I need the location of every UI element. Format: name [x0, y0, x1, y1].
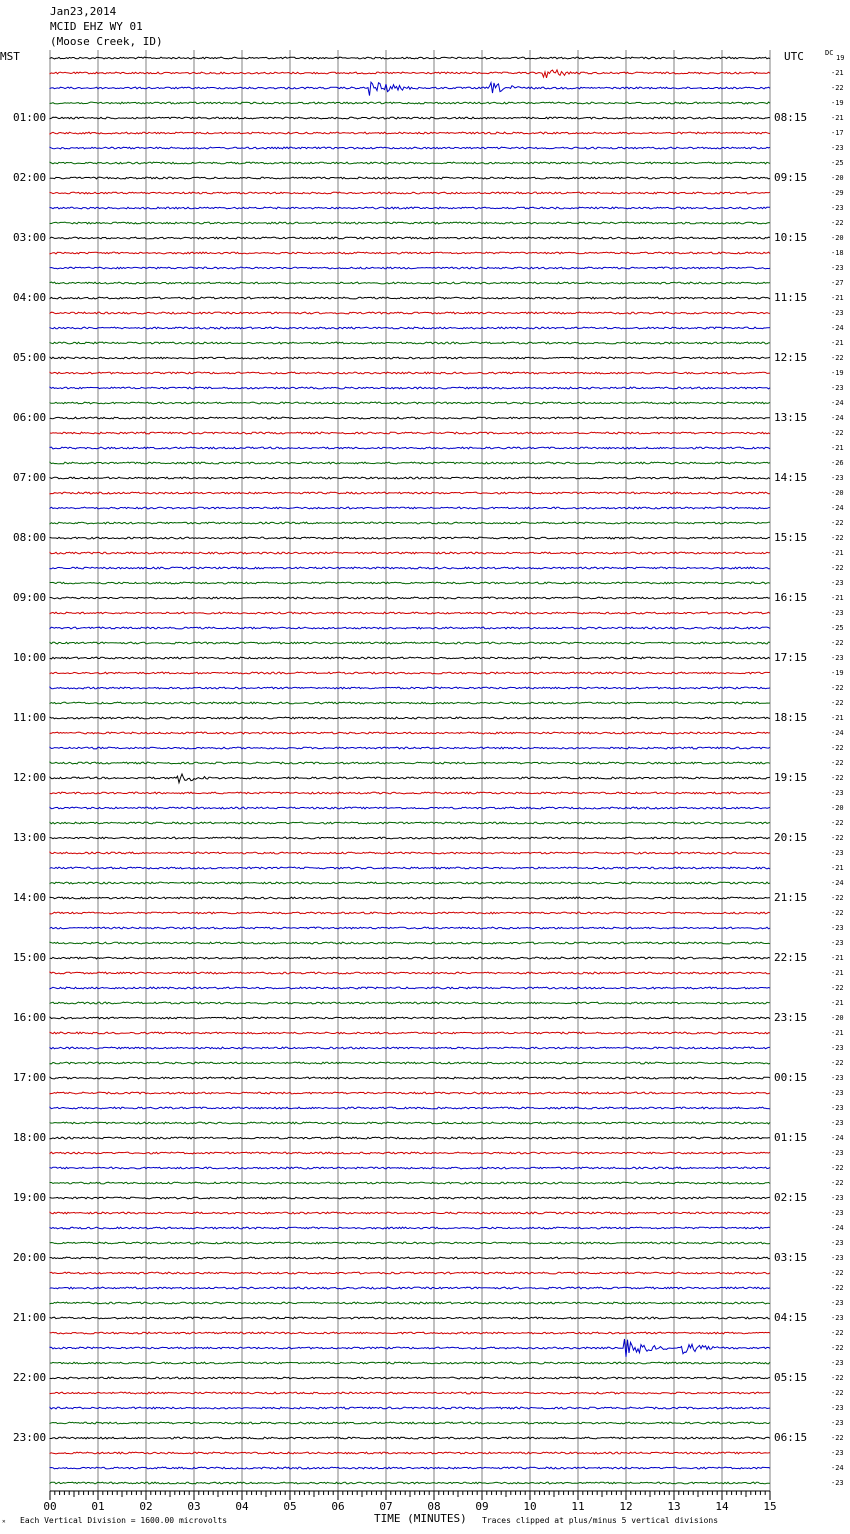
dc-offset-label: -23: [831, 789, 844, 797]
dc-offset-label: -22: [831, 1059, 844, 1067]
x-tick-label: 02: [139, 1500, 153, 1513]
mst-hour-label: 15:00: [13, 951, 47, 964]
mst-hour-label: 19:00: [13, 1191, 47, 1204]
utc-hour-label: 02:15: [774, 1191, 808, 1204]
dc-offset-label: -23: [831, 1404, 844, 1412]
seismic-trace-green: [50, 1122, 770, 1124]
mst-hour-label: 14:00: [13, 891, 47, 904]
x-tick-label: 14: [715, 1500, 729, 1513]
seismic-trace-blue: [50, 1227, 770, 1229]
dc-offset-label: -23: [831, 1254, 844, 1262]
seismic-trace-black: [50, 297, 770, 299]
dc-offset-label: -19: [831, 99, 844, 107]
seismic-trace-black: [50, 897, 770, 899]
mst-hour-label: 08:00: [13, 531, 47, 544]
seismic-trace-green: [50, 642, 770, 644]
dc-offset-label: -22: [831, 1164, 844, 1172]
dc-offset-label: -22: [831, 744, 844, 752]
dc-offset-label: -17: [831, 129, 844, 137]
dc-offset-label: -23: [831, 849, 844, 857]
x-tick-label: 08: [427, 1500, 441, 1513]
dc-offset-label: -22: [831, 639, 844, 647]
corner-mark: ✕: [2, 1518, 6, 1525]
seismic-trace-red: [50, 792, 770, 794]
seismic-trace-red: [50, 972, 770, 974]
footer-scale-note: Each Vertical Division = 1600.00 microvolts: [20, 1516, 228, 1525]
dc-offset-label: -23: [831, 264, 844, 272]
seismic-trace-red: [50, 912, 770, 914]
seismic-trace-blue: [50, 867, 770, 869]
dc-offset-label: -23: [831, 1299, 844, 1307]
dc-offset-label: -23: [831, 1209, 844, 1217]
seismic-trace-blue: [50, 1467, 770, 1469]
dc-offset-label: -23: [831, 309, 844, 317]
mst-hour-label: 12:00: [13, 771, 47, 784]
utc-hour-label: 09:15: [774, 171, 808, 184]
dc-offset-label: -21: [831, 714, 844, 722]
dc-offset-label: -23: [831, 144, 844, 152]
seismic-trace-blue: [50, 447, 770, 449]
mst-hour-label: 02:00: [13, 171, 47, 184]
mst-hour-label: 05:00: [13, 351, 47, 364]
dc-offset-label: -23: [831, 1239, 844, 1247]
dc-offset-label: -21: [831, 294, 844, 302]
seismic-trace-red: [50, 1272, 770, 1274]
seismic-trace-red: [50, 1392, 770, 1394]
dc-offset-label: -27: [831, 279, 844, 287]
dc-offset-label: -19: [831, 669, 844, 677]
utc-hour-label: 06:15: [774, 1431, 808, 1444]
seismic-trace-green: [50, 282, 770, 284]
seismic-trace-green: [50, 522, 770, 524]
seismic-trace-black: [50, 477, 770, 479]
seismic-trace-green: [50, 702, 770, 704]
dc-offset-label: -23: [831, 1074, 844, 1082]
x-tick-label: 04: [235, 1500, 249, 1513]
utc-hour-label: 13:15: [774, 411, 808, 424]
dc-offset-label: -21: [831, 114, 844, 122]
seismic-trace-black: [50, 417, 770, 419]
footer-clip-note: Traces clipped at plus/minus 5 vertical divisions: [482, 1516, 719, 1525]
utc-hour-label: 18:15: [774, 711, 808, 724]
seismic-trace-blue: [50, 927, 770, 929]
x-tick-label: 10: [523, 1500, 537, 1513]
mst-hour-label: 01:00: [13, 111, 47, 124]
seismic-trace-blue: [50, 1339, 770, 1357]
utc-hour-label: 14:15: [774, 471, 808, 484]
seismic-trace-green: [50, 1302, 770, 1304]
utc-hour-label: 10:15: [774, 231, 808, 244]
dc-offset-label: -22: [831, 354, 844, 362]
seismic-trace-blue: [50, 747, 770, 749]
dc-offset-label: -24: [831, 504, 844, 512]
dc-offset-label: -24: [831, 414, 844, 422]
dc-offset-label: -20: [831, 1014, 844, 1022]
seismic-trace-blue: [50, 507, 770, 509]
seismic-trace-blue: [50, 147, 770, 149]
seismic-trace-blue: [50, 207, 770, 209]
mst-hour-label: 09:00: [13, 591, 47, 604]
dc-offset-label: -21: [831, 969, 844, 977]
utc-hour-label: 01:15: [774, 1131, 808, 1144]
dc-offset-label: -24: [831, 1464, 844, 1472]
seismic-trace-red: [50, 132, 770, 134]
seismic-trace-blue: [50, 267, 770, 269]
seismic-trace-black: [50, 1197, 770, 1199]
seismic-trace-black: [50, 957, 770, 959]
dc-offset-label: -21: [831, 954, 844, 962]
dc-offset-label: -24: [831, 1134, 844, 1142]
dc-offset-label: -23: [831, 1194, 844, 1202]
seismic-trace-green: [50, 402, 770, 404]
seismic-trace-red: [50, 432, 770, 434]
dc-offset-label: -22: [831, 699, 844, 707]
dc-offset-label: -25: [831, 159, 844, 167]
dc-offset-label: -24: [831, 729, 844, 737]
dc-offset-label: 19: [836, 54, 845, 62]
seismic-trace-green: [50, 1062, 770, 1064]
dc-offset-label: -24: [831, 1224, 844, 1232]
seismic-trace-black: [50, 717, 770, 719]
dc-offset-label: -22: [831, 429, 844, 437]
seismic-trace-blue: [50, 1047, 770, 1049]
dc-offset-label: -22: [831, 894, 844, 902]
station-code: MCID EHZ WY 01: [50, 20, 143, 33]
mst-hour-label: 04:00: [13, 291, 47, 304]
x-tick-label: 07: [379, 1500, 393, 1513]
dc-offset-label: -22: [831, 684, 844, 692]
x-tick-label: 15: [763, 1500, 777, 1513]
seismic-trace-blue: [50, 327, 770, 329]
dc-offset-label: -23: [831, 1449, 844, 1457]
dc-offset-label: -22: [831, 1329, 844, 1337]
dc-offset-label: -23: [831, 579, 844, 587]
seismic-trace-black: [50, 357, 770, 359]
seismic-trace-green: [50, 1242, 770, 1244]
seismic-trace-red: [50, 852, 770, 854]
x-tick-label: 11: [571, 1500, 585, 1513]
dc-offset-label: -21: [831, 594, 844, 602]
seismic-trace-green: [50, 342, 770, 344]
dc-offset-label: -24: [831, 399, 844, 407]
dc-column-title: DC: [825, 49, 834, 57]
seismic-trace-red: [50, 1032, 770, 1034]
utc-hour-label: 11:15: [774, 291, 808, 304]
seismic-trace-green: [50, 162, 770, 164]
seismic-trace-red: [50, 492, 770, 494]
seismic-trace-green: [50, 822, 770, 824]
seismic-trace-blue: [50, 1107, 770, 1109]
utc-hour-label: 17:15: [774, 651, 808, 664]
dc-offset-label: -22: [831, 834, 844, 842]
dc-offset-label: -21: [831, 864, 844, 872]
seismic-trace-green: [50, 1002, 770, 1004]
dc-offset-label: -22: [831, 1374, 844, 1382]
seismic-trace-black: [50, 597, 770, 599]
dc-offset-label: -21: [831, 999, 844, 1007]
seismic-trace-red: [50, 552, 770, 554]
seismic-trace-black: [50, 774, 770, 783]
dc-offset-label: -22: [831, 519, 844, 527]
dc-offset-label: -25: [831, 624, 844, 632]
mst-hour-label: 11:00: [13, 711, 47, 724]
dc-offset-label: -22: [831, 984, 844, 992]
seismic-trace-black: [50, 1437, 770, 1439]
seismic-trace-black: [50, 237, 770, 239]
dc-offset-label: -23: [831, 1419, 844, 1427]
seismic-trace-green: [50, 462, 770, 464]
dc-offset-label: -23: [831, 1044, 844, 1052]
dc-offset-label: -21: [831, 1029, 844, 1037]
mst-hour-label: 10:00: [13, 651, 47, 664]
mst-hour-label: 18:00: [13, 1131, 47, 1144]
seismic-trace-red: [50, 1152, 770, 1154]
dc-offset-label: -23: [831, 1314, 844, 1322]
dc-offset-label: -20: [831, 234, 844, 242]
x-tick-label: 03: [187, 1500, 201, 1513]
seismic-trace-green: [50, 222, 770, 224]
utc-hour-label: 08:15: [774, 111, 808, 124]
dc-offset-label: -22: [831, 774, 844, 782]
dc-offset-label: -23: [831, 939, 844, 947]
x-tick-label: 05: [283, 1500, 297, 1513]
dc-offset-label: -23: [831, 474, 844, 482]
utc-hour-label: 12:15: [774, 351, 808, 364]
utc-hour-label: 05:15: [774, 1371, 808, 1384]
dc-offset-label: -23: [831, 924, 844, 932]
seismic-trace-black: [50, 1137, 770, 1139]
seismic-trace-green: [50, 1482, 770, 1484]
seismic-trace-blue: [50, 1407, 770, 1409]
mst-hour-label: 23:00: [13, 1431, 47, 1444]
seismic-trace-black: [50, 177, 770, 179]
mst-hour-label: 21:00: [13, 1311, 47, 1324]
seismic-trace-blue: [50, 1167, 770, 1169]
seismic-trace-blue: [50, 987, 770, 989]
x-tick-label: 06: [331, 1500, 345, 1513]
dc-offset-label: -21: [831, 69, 844, 77]
seismic-trace-red: [50, 1092, 770, 1094]
dc-offset-label: -22: [831, 1179, 844, 1187]
dc-offset-label: -22: [831, 1284, 844, 1292]
station-location: (Moose Creek, ID): [50, 35, 163, 48]
utc-hour-label: 19:15: [774, 771, 808, 784]
dc-offset-label: -20: [831, 489, 844, 497]
seismic-trace-black: [50, 117, 770, 119]
dc-offset-label: -23: [831, 1089, 844, 1097]
mst-hour-label: 22:00: [13, 1371, 47, 1384]
mst-hour-label: 17:00: [13, 1071, 47, 1084]
seismic-trace-green: [50, 102, 770, 104]
dc-offset-label: -22: [831, 1344, 844, 1352]
utc-hour-label: 21:15: [774, 891, 808, 904]
dc-offset-label: -21: [831, 549, 844, 557]
seismic-trace-red: [50, 672, 770, 674]
mst-axis-title: MST: [0, 50, 20, 63]
dc-offset-label: -22: [831, 1269, 844, 1277]
dc-offset-label: -23: [831, 1104, 844, 1112]
seismic-trace-black: [50, 57, 770, 59]
seismic-trace-blue: [50, 567, 770, 569]
seismic-trace-green: [50, 1182, 770, 1184]
seismic-trace-green: [50, 582, 770, 584]
utc-hour-label: 22:15: [774, 951, 808, 964]
dc-offset-label: -22: [831, 759, 844, 767]
utc-hour-label: 15:15: [774, 531, 808, 544]
seismic-trace-red: [50, 1332, 770, 1334]
seismic-trace-black: [50, 1377, 770, 1379]
seismic-trace-green: [50, 1422, 770, 1424]
mst-hour-label: 03:00: [13, 231, 47, 244]
dc-offset-label: -22: [831, 819, 844, 827]
utc-hour-label: 03:15: [774, 1251, 808, 1264]
dc-offset-label: -26: [831, 459, 844, 467]
x-tick-label: 12: [619, 1500, 633, 1513]
dc-offset-label: -23: [831, 1149, 844, 1157]
seismic-trace-black: [50, 657, 770, 659]
seismic-trace-blue: [50, 807, 770, 809]
seismic-trace-green: [50, 942, 770, 944]
seismic-trace-red: [50, 1212, 770, 1214]
seismic-trace-blue: [50, 1287, 770, 1289]
dc-offset-label: -22: [831, 219, 844, 227]
x-axis-title: TIME (MINUTES): [374, 1512, 467, 1525]
x-tick-label: 13: [667, 1500, 681, 1513]
dc-offset-label: -24: [831, 879, 844, 887]
dc-offset-label: -24: [831, 324, 844, 332]
dc-offset-label: -21: [831, 444, 844, 452]
seismic-trace-green: [50, 882, 770, 884]
mst-hour-label: 13:00: [13, 831, 47, 844]
dc-offset-label: -22: [831, 1434, 844, 1442]
seismic-trace-black: [50, 837, 770, 839]
plot-date: Jan23,2014: [50, 5, 117, 18]
seismic-trace-blue: [50, 627, 770, 629]
dc-offset-label: -29: [831, 189, 844, 197]
dc-offset-label: -21: [831, 339, 844, 347]
dc-offset-label: -23: [831, 204, 844, 212]
seismic-trace-blue: [50, 387, 770, 389]
dc-offset-label: -23: [831, 384, 844, 392]
dc-offset-label: -22: [831, 84, 844, 92]
x-tick-label: 00: [43, 1500, 57, 1513]
seismic-trace-black: [50, 1317, 770, 1319]
mst-hour-label: 07:00: [13, 471, 47, 484]
seismic-trace-red: [50, 312, 770, 314]
mst-hour-label: 20:00: [13, 1251, 47, 1264]
seismic-trace-green: [50, 1362, 770, 1364]
dc-offset-label: -19: [831, 369, 844, 377]
utc-hour-label: 23:15: [774, 1011, 808, 1024]
dc-offset-label: -23: [831, 1119, 844, 1127]
dc-offset-label: -20: [831, 804, 844, 812]
seismic-trace-black: [50, 1077, 770, 1079]
seismic-trace-red: [50, 70, 770, 78]
mst-hour-label: 06:00: [13, 411, 47, 424]
dc-offset-label: -22: [831, 564, 844, 572]
seismic-trace-blue: [50, 82, 770, 95]
dc-offset-label: -22: [831, 534, 844, 542]
dc-offset-label: -23: [831, 1359, 844, 1367]
seismic-trace-red: [50, 612, 770, 614]
utc-hour-label: 16:15: [774, 591, 808, 604]
x-tick-label: 01: [91, 1500, 105, 1513]
seismic-trace-red: [50, 732, 770, 734]
dc-offset-label: -18: [831, 249, 844, 257]
seismic-trace-black: [50, 1257, 770, 1259]
seismic-trace-blue: [50, 687, 770, 689]
dc-offset-label: -20: [831, 174, 844, 182]
dc-offset-label: -23: [831, 1479, 844, 1487]
seismic-trace-black: [50, 1017, 770, 1019]
seismic-trace-red: [50, 192, 770, 194]
utc-hour-label: 04:15: [774, 1311, 808, 1324]
utc-hour-label: 00:15: [774, 1071, 808, 1084]
seismic-trace-black: [50, 537, 770, 539]
seismic-trace-red: [50, 1452, 770, 1454]
dc-offset-label: -23: [831, 654, 844, 662]
x-tick-label: 09: [475, 1500, 489, 1513]
mst-hour-label: 16:00: [13, 1011, 47, 1024]
utc-hour-label: 20:15: [774, 831, 808, 844]
dc-offset-label: -23: [831, 609, 844, 617]
utc-axis-title: UTC: [784, 50, 804, 63]
seismic-trace-green: [50, 762, 770, 764]
seismic-trace-red: [50, 252, 770, 254]
dc-offset-label: -22: [831, 909, 844, 917]
dc-offset-label: -22: [831, 1389, 844, 1397]
seismic-trace-red: [50, 372, 770, 374]
